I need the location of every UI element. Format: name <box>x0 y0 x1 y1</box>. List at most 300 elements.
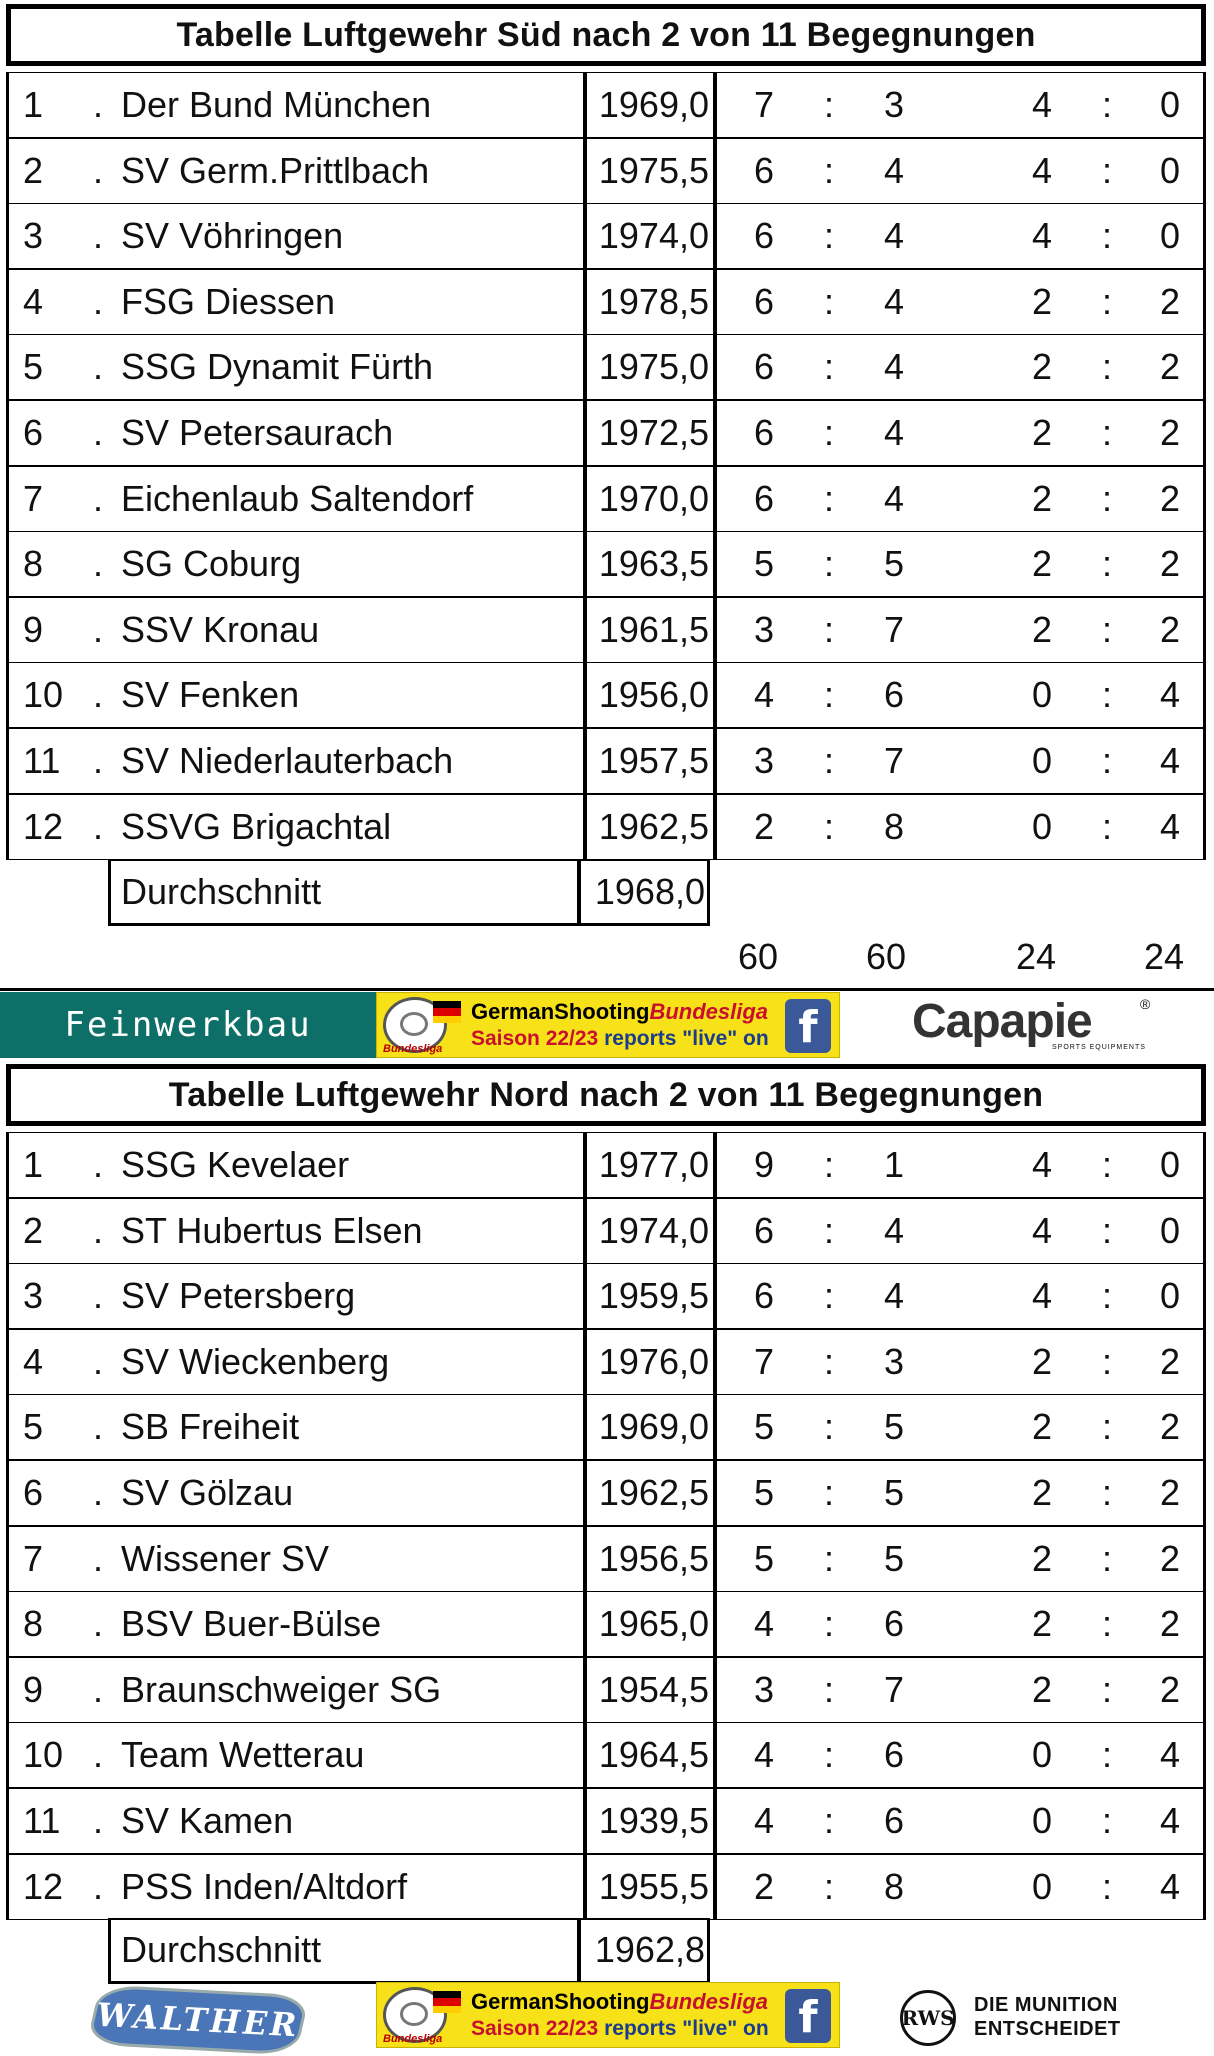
total-mp-against: 60 <box>866 936 907 977</box>
match-points-for: 6 <box>753 280 775 322</box>
rank: 9 <box>23 608 44 650</box>
german-shooting-bundesliga-banner-bottom <box>376 1982 840 2048</box>
colon: : <box>1101 674 1112 716</box>
colon: : <box>823 1406 834 1448</box>
table-row <box>6 1722 1206 1788</box>
team-name: SSVG Brigachtal <box>121 805 392 847</box>
gsb-badge-text: Bundesliga <box>383 1043 443 1055</box>
match-points-for: 4 <box>753 1800 775 1841</box>
colon: : <box>823 1472 834 1513</box>
match-points-for: 6 <box>753 412 775 453</box>
table-points-for: 2 <box>1031 1537 1053 1579</box>
ring-score: 1976,0 <box>598 1340 709 1382</box>
table-points-against: 2 <box>1159 1406 1181 1448</box>
ring-score: 1965,0 <box>598 1603 709 1645</box>
team-name: SSV Kronau <box>121 608 320 650</box>
colon: : <box>823 674 834 716</box>
rank: 3 <box>23 1275 44 1317</box>
gsb-badge-text: Bundesliga <box>383 2033 443 2045</box>
ring-score: 1962,5 <box>598 1472 709 1513</box>
capapie-subtitle: SPORTS EQUIPMENTS <box>1052 1044 1146 1051</box>
table-points-against: 4 <box>1159 1800 1181 1841</box>
match-points-for: 5 <box>753 1537 775 1579</box>
rank-dot: . <box>93 346 104 388</box>
team-name: SV Wieckenberg <box>121 1340 390 1382</box>
rank: 12 <box>23 805 64 847</box>
ring-score: 1954,5 <box>598 1668 709 1710</box>
match-points-for: 6 <box>753 477 775 519</box>
table-row <box>6 728 1206 794</box>
team-name: SV Fenken <box>121 674 300 716</box>
rws-slogan-line2: ENTSCHEIDET <box>974 2018 1121 2040</box>
german-flag-icon <box>433 1991 461 2013</box>
ring-score: 1969,0 <box>598 84 709 125</box>
rank: 11 <box>23 1800 61 1841</box>
table-points-against: 2 <box>1159 543 1181 585</box>
rank: 1 <box>23 1144 44 1185</box>
ring-score: 1962,5 <box>598 805 709 847</box>
rank-dot: . <box>93 149 104 191</box>
gsb-season: Saison 22/23 <box>471 2017 599 2040</box>
match-points-for: 6 <box>753 1209 775 1251</box>
south-table-title: Tabelle Luftgewehr Süd nach 2 von 11 Begegnungen <box>6 4 1206 66</box>
colon: : <box>1101 805 1112 847</box>
match-points-for: 5 <box>753 543 775 585</box>
capapie-wordmark: Capapie <box>912 995 1092 1048</box>
colon: : <box>1101 477 1112 519</box>
gsb-reports: reports "live" on <box>604 2017 769 2040</box>
facebook-icon: f <box>785 999 831 1053</box>
table-points-against: 2 <box>1159 1603 1181 1645</box>
match-points-against: 4 <box>883 412 905 453</box>
table-row <box>6 597 1206 663</box>
table-row <box>6 1788 1206 1854</box>
match-points-for: 2 <box>753 1865 775 1907</box>
rank-dot: . <box>93 1734 104 1776</box>
match-points-for: 6 <box>753 215 775 257</box>
rws-emblem: RWS <box>900 1990 956 2046</box>
table-points-against: 0 <box>1159 1275 1181 1317</box>
colon: : <box>823 608 834 650</box>
match-points-against: 6 <box>883 1734 905 1776</box>
ring-score: 1957,5 <box>598 740 709 781</box>
rank-dot: . <box>93 1668 104 1710</box>
table-points-against: 2 <box>1159 280 1181 322</box>
match-points-against: 8 <box>883 1865 905 1907</box>
rank-dot: . <box>93 1603 104 1645</box>
rank-dot: . <box>93 215 104 257</box>
match-points-against: 8 <box>883 805 905 847</box>
rank: 12 <box>23 1865 64 1907</box>
total-pts-for: 24 <box>1016 936 1057 977</box>
colon: : <box>823 1865 834 1907</box>
rank: 7 <box>23 1537 44 1579</box>
table-points-for: 2 <box>1031 412 1053 453</box>
colon: : <box>823 280 834 322</box>
table-points-against: 2 <box>1159 1340 1181 1382</box>
rank-dot: . <box>93 740 104 781</box>
table-row <box>6 334 1206 400</box>
german-shooting-bundesliga-banner <box>376 992 840 1058</box>
rank: 2 <box>23 149 44 191</box>
rws-slogan-line1: DIE MUNITION <box>974 1994 1118 2016</box>
match-points-against: 4 <box>883 280 905 322</box>
table-points-against: 0 <box>1159 1209 1181 1251</box>
table-points-for: 4 <box>1031 1209 1053 1251</box>
colon: : <box>1101 740 1112 781</box>
match-points-against: 3 <box>883 84 905 125</box>
team-name: ST Hubertus Elsen <box>121 1209 423 1251</box>
table-points-against: 2 <box>1159 608 1181 650</box>
capapie-registered: ® <box>1140 996 1151 1012</box>
table-points-against: 4 <box>1159 674 1181 716</box>
team-name: Wissener SV <box>121 1537 330 1579</box>
match-points-against: 7 <box>883 740 905 781</box>
match-points-against: 4 <box>883 149 905 191</box>
table-points-against: 2 <box>1159 1537 1181 1579</box>
facebook-icon: f <box>785 1989 831 2043</box>
total-mp-for: 60 <box>738 936 779 977</box>
match-points-against: 1 <box>883 1144 905 1185</box>
rank-dot: . <box>93 412 104 453</box>
table-points-for: 2 <box>1031 280 1053 322</box>
table-points-against: 2 <box>1159 1668 1181 1710</box>
ring-score: 1969,0 <box>598 1406 709 1448</box>
rank-dot: . <box>93 543 104 585</box>
colon: : <box>1101 1275 1112 1317</box>
colon: : <box>1101 346 1112 388</box>
match-points-for: 4 <box>753 1734 775 1776</box>
table-points-for: 0 <box>1031 674 1053 716</box>
table-points-for: 4 <box>1031 84 1053 125</box>
divider <box>0 988 1214 991</box>
team-name: SV Petersberg <box>121 1275 356 1317</box>
table-points-against: 4 <box>1159 1734 1181 1776</box>
match-points-for: 7 <box>753 84 775 125</box>
rank: 2 <box>23 1209 44 1251</box>
team-name: FSG Diessen <box>121 280 336 322</box>
table-row <box>6 662 1206 728</box>
rank: 1 <box>23 84 44 125</box>
team-name: SV Kamen <box>121 1800 294 1841</box>
ring-score: 1974,0 <box>598 1209 709 1251</box>
table-points-for: 4 <box>1031 1275 1053 1317</box>
rank-dot: . <box>93 1800 104 1841</box>
team-name: SV Vöhringen <box>121 215 344 257</box>
table-row <box>6 1854 1206 1920</box>
rank: 4 <box>23 280 44 322</box>
table-points-for: 0 <box>1031 740 1053 781</box>
table-row <box>6 531 1206 597</box>
match-points-against: 7 <box>883 1668 905 1710</box>
ring-score: 1961,5 <box>598 608 709 650</box>
ring-score: 1956,0 <box>598 674 709 716</box>
gsb-reports: reports "live" on <box>604 1027 769 1050</box>
rank-dot: . <box>93 805 104 847</box>
sponsor-banner-top <box>0 992 1214 1058</box>
table-points-for: 2 <box>1031 1472 1053 1513</box>
table-points-against: 4 <box>1159 805 1181 847</box>
table-points-against: 4 <box>1159 1865 1181 1907</box>
rank-dot: . <box>93 1340 104 1382</box>
match-points-for: 6 <box>753 149 775 191</box>
colon: : <box>823 1734 834 1776</box>
match-points-against: 5 <box>883 1537 905 1579</box>
match-points-against: 6 <box>883 674 905 716</box>
ring-score: 1974,0 <box>598 215 709 257</box>
colon: : <box>823 1275 834 1317</box>
team-name: SSG Dynamit Fürth <box>121 346 434 388</box>
team-name: SV Germ.Prittlbach <box>121 149 430 191</box>
table-row <box>6 203 1206 269</box>
team-name: SV Niederlauterbach <box>121 740 454 781</box>
colon: : <box>1101 149 1112 191</box>
colon: : <box>1101 215 1112 257</box>
colon: : <box>823 1603 834 1645</box>
gsb-season: Saison 22/23 <box>471 1027 599 1050</box>
ring-score: 1975,0 <box>598 346 709 388</box>
match-points-for: 4 <box>753 1603 775 1645</box>
table-points-for: 2 <box>1031 543 1053 585</box>
colon: : <box>823 1668 834 1710</box>
rank-dot: . <box>93 477 104 519</box>
colon: : <box>823 1144 834 1185</box>
table-points-for: 4 <box>1031 1144 1053 1185</box>
rank: 9 <box>23 1668 44 1710</box>
team-name: BSV Buer-Bülse <box>121 1603 382 1645</box>
north-average-value: 1962,8 <box>594 1929 705 1970</box>
team-name: Team Wetterau <box>121 1734 365 1776</box>
table-points-for: 2 <box>1031 1406 1053 1448</box>
match-points-for: 4 <box>753 674 775 716</box>
colon: : <box>1101 608 1112 650</box>
table-row <box>6 138 1206 204</box>
match-points-against: 4 <box>883 215 905 257</box>
match-points-for: 6 <box>753 1275 775 1317</box>
table-row <box>6 794 1206 860</box>
team-name: SV Gölzau <box>121 1472 294 1513</box>
team-name: SB Freiheit <box>121 1406 300 1448</box>
team-name: Eichenlaub Saltendorf <box>121 477 474 519</box>
match-points-for: 3 <box>753 608 775 650</box>
match-points-for: 9 <box>753 1144 775 1185</box>
match-points-against: 4 <box>883 1209 905 1251</box>
rank-dot: . <box>93 1144 104 1185</box>
table-points-for: 0 <box>1031 1734 1053 1776</box>
colon: : <box>1101 84 1112 125</box>
table-points-for: 2 <box>1031 1340 1053 1382</box>
south-average-label: Durchschnitt <box>121 871 322 912</box>
match-points-against: 5 <box>883 543 905 585</box>
colon: : <box>1101 1734 1112 1776</box>
rank: 5 <box>23 346 44 388</box>
north-average-label: Durchschnitt <box>121 1929 322 1970</box>
table-points-for: 0 <box>1031 1865 1053 1907</box>
match-points-for: 5 <box>753 1406 775 1448</box>
table-points-for: 2 <box>1031 1603 1053 1645</box>
match-points-for: 6 <box>753 346 775 388</box>
team-name: Der Bund München <box>121 84 432 125</box>
colon: : <box>1101 1537 1112 1579</box>
feinwerkbau-logo: Feinwerkbau <box>0 992 376 1058</box>
rank: 10 <box>23 674 64 716</box>
table-points-against: 0 <box>1159 1144 1181 1185</box>
team-name: SG Coburg <box>121 543 302 585</box>
team-name: PSS Inden/Altdorf <box>121 1865 408 1907</box>
colon: : <box>1101 1340 1112 1382</box>
table-points-for: 2 <box>1031 608 1053 650</box>
table-points-against: 4 <box>1159 740 1181 781</box>
table-row <box>6 1526 1206 1592</box>
table-row <box>6 1591 1206 1657</box>
table-points-for: 4 <box>1031 149 1053 191</box>
table-points-for: 2 <box>1031 1668 1053 1710</box>
colon: : <box>1101 1472 1112 1513</box>
north-table-title: Tabelle Luftgewehr Nord nach 2 von 11 Begegnungen <box>6 1064 1206 1126</box>
ring-score: 1977,0 <box>598 1144 709 1185</box>
rank: 4 <box>23 1340 44 1382</box>
table-points-for: 2 <box>1031 477 1053 519</box>
colon: : <box>823 477 834 519</box>
ring-score: 1963,5 <box>598 543 709 585</box>
gsb-title-a: GermanShooting <box>471 1989 650 2014</box>
colon: : <box>823 346 834 388</box>
team-name: SSG Kevelaer <box>121 1144 350 1185</box>
table-row <box>6 1263 1206 1329</box>
colon: : <box>823 84 834 125</box>
colon: : <box>1101 543 1112 585</box>
match-points-for: 3 <box>753 1668 775 1710</box>
table-row <box>6 466 1206 532</box>
match-points-for: 7 <box>753 1340 775 1382</box>
south-totals-row <box>0 936 1214 986</box>
table-row <box>6 1394 1206 1460</box>
table-points-against: 0 <box>1159 215 1181 257</box>
colon: : <box>823 1209 834 1251</box>
ring-score: 1964,5 <box>598 1734 709 1776</box>
table-row <box>6 1329 1206 1395</box>
rank: 3 <box>23 215 44 257</box>
colon: : <box>823 1800 834 1841</box>
rank-dot: . <box>93 608 104 650</box>
rank-dot: . <box>93 1472 104 1513</box>
rws-logo <box>900 1988 1140 2046</box>
colon: : <box>1101 1668 1112 1710</box>
table-points-for: 4 <box>1031 215 1053 257</box>
table-row <box>6 400 1206 466</box>
match-points-against: 4 <box>883 1275 905 1317</box>
team-name: SV Petersaurach <box>121 412 394 453</box>
ring-score: 1959,5 <box>598 1275 709 1317</box>
colon: : <box>823 1537 834 1579</box>
match-points-against: 6 <box>883 1800 905 1841</box>
table-points-against: 0 <box>1159 149 1181 191</box>
rank: 6 <box>23 412 44 453</box>
match-points-against: 5 <box>883 1406 905 1448</box>
colon: : <box>823 149 834 191</box>
colon: : <box>1101 1865 1112 1907</box>
table-points-for: 0 <box>1031 1800 1053 1841</box>
table-points-against: 2 <box>1159 346 1181 388</box>
match-points-against: 4 <box>883 477 905 519</box>
table-row <box>6 1460 1206 1526</box>
gsb-title-a: GermanShooting <box>471 999 650 1024</box>
ring-score: 1970,0 <box>598 477 709 519</box>
table-points-against: 0 <box>1159 84 1181 125</box>
match-points-against: 7 <box>883 608 905 650</box>
rank: 5 <box>23 1406 44 1448</box>
table-row <box>6 72 1206 138</box>
capapie-logo <box>912 992 1152 1058</box>
table-points-for: 2 <box>1031 346 1053 388</box>
match-points-for: 3 <box>753 740 775 781</box>
match-points-against: 4 <box>883 346 905 388</box>
walther-logo: WALTHER <box>86 1984 309 2055</box>
team-name: Braunschweiger SG <box>121 1668 442 1710</box>
rank: 8 <box>23 1603 44 1645</box>
south-average-row <box>108 860 710 926</box>
rank-dot: . <box>93 1275 104 1317</box>
rank-dot: . <box>93 674 104 716</box>
table-row <box>6 1198 1206 1264</box>
ring-score: 1975,5 <box>598 149 709 191</box>
gsb-title-b: Bundesliga <box>649 1989 769 2014</box>
rank: 7 <box>23 477 44 519</box>
ring-score: 1972,5 <box>598 412 709 453</box>
ring-score: 1955,5 <box>598 1865 709 1907</box>
colon: : <box>1101 412 1112 453</box>
rank-dot: . <box>93 280 104 322</box>
colon: : <box>1101 1144 1112 1185</box>
colon: : <box>823 412 834 453</box>
colon: : <box>823 543 834 585</box>
colon: : <box>1101 1209 1112 1251</box>
colon: : <box>1101 1406 1112 1448</box>
rank: 8 <box>23 543 44 585</box>
rank-dot: . <box>93 84 104 125</box>
table-points-against: 2 <box>1159 1472 1181 1513</box>
ring-score: 1939,5 <box>598 1800 709 1841</box>
table-points-against: 2 <box>1159 412 1181 453</box>
match-points-against: 3 <box>883 1340 905 1382</box>
ring-score: 1956,5 <box>598 1537 709 1579</box>
german-flag-icon <box>433 1001 461 1023</box>
table-row <box>6 1132 1206 1198</box>
rank-dot: . <box>93 1537 104 1579</box>
colon: : <box>823 740 834 781</box>
table-row <box>6 1657 1206 1723</box>
rank-dot: . <box>93 1406 104 1448</box>
match-points-against: 5 <box>883 1472 905 1513</box>
rank: 10 <box>23 1734 64 1776</box>
match-points-for: 5 <box>753 1472 775 1513</box>
colon: : <box>1101 280 1112 322</box>
table-row <box>6 269 1206 335</box>
colon: : <box>1101 1800 1112 1841</box>
rank-dot: . <box>93 1865 104 1907</box>
colon: : <box>823 215 834 257</box>
colon: : <box>823 1340 834 1382</box>
rank-dot: . <box>93 1209 104 1251</box>
table-points-for: 0 <box>1031 805 1053 847</box>
table-points-against: 2 <box>1159 477 1181 519</box>
rank: 6 <box>23 1472 44 1513</box>
north-average-row <box>108 1918 710 1984</box>
match-points-for: 2 <box>753 805 775 847</box>
colon: : <box>1101 1603 1112 1645</box>
gsb-title-b: Bundesliga <box>649 999 769 1024</box>
south-average-value: 1968,0 <box>594 871 705 912</box>
